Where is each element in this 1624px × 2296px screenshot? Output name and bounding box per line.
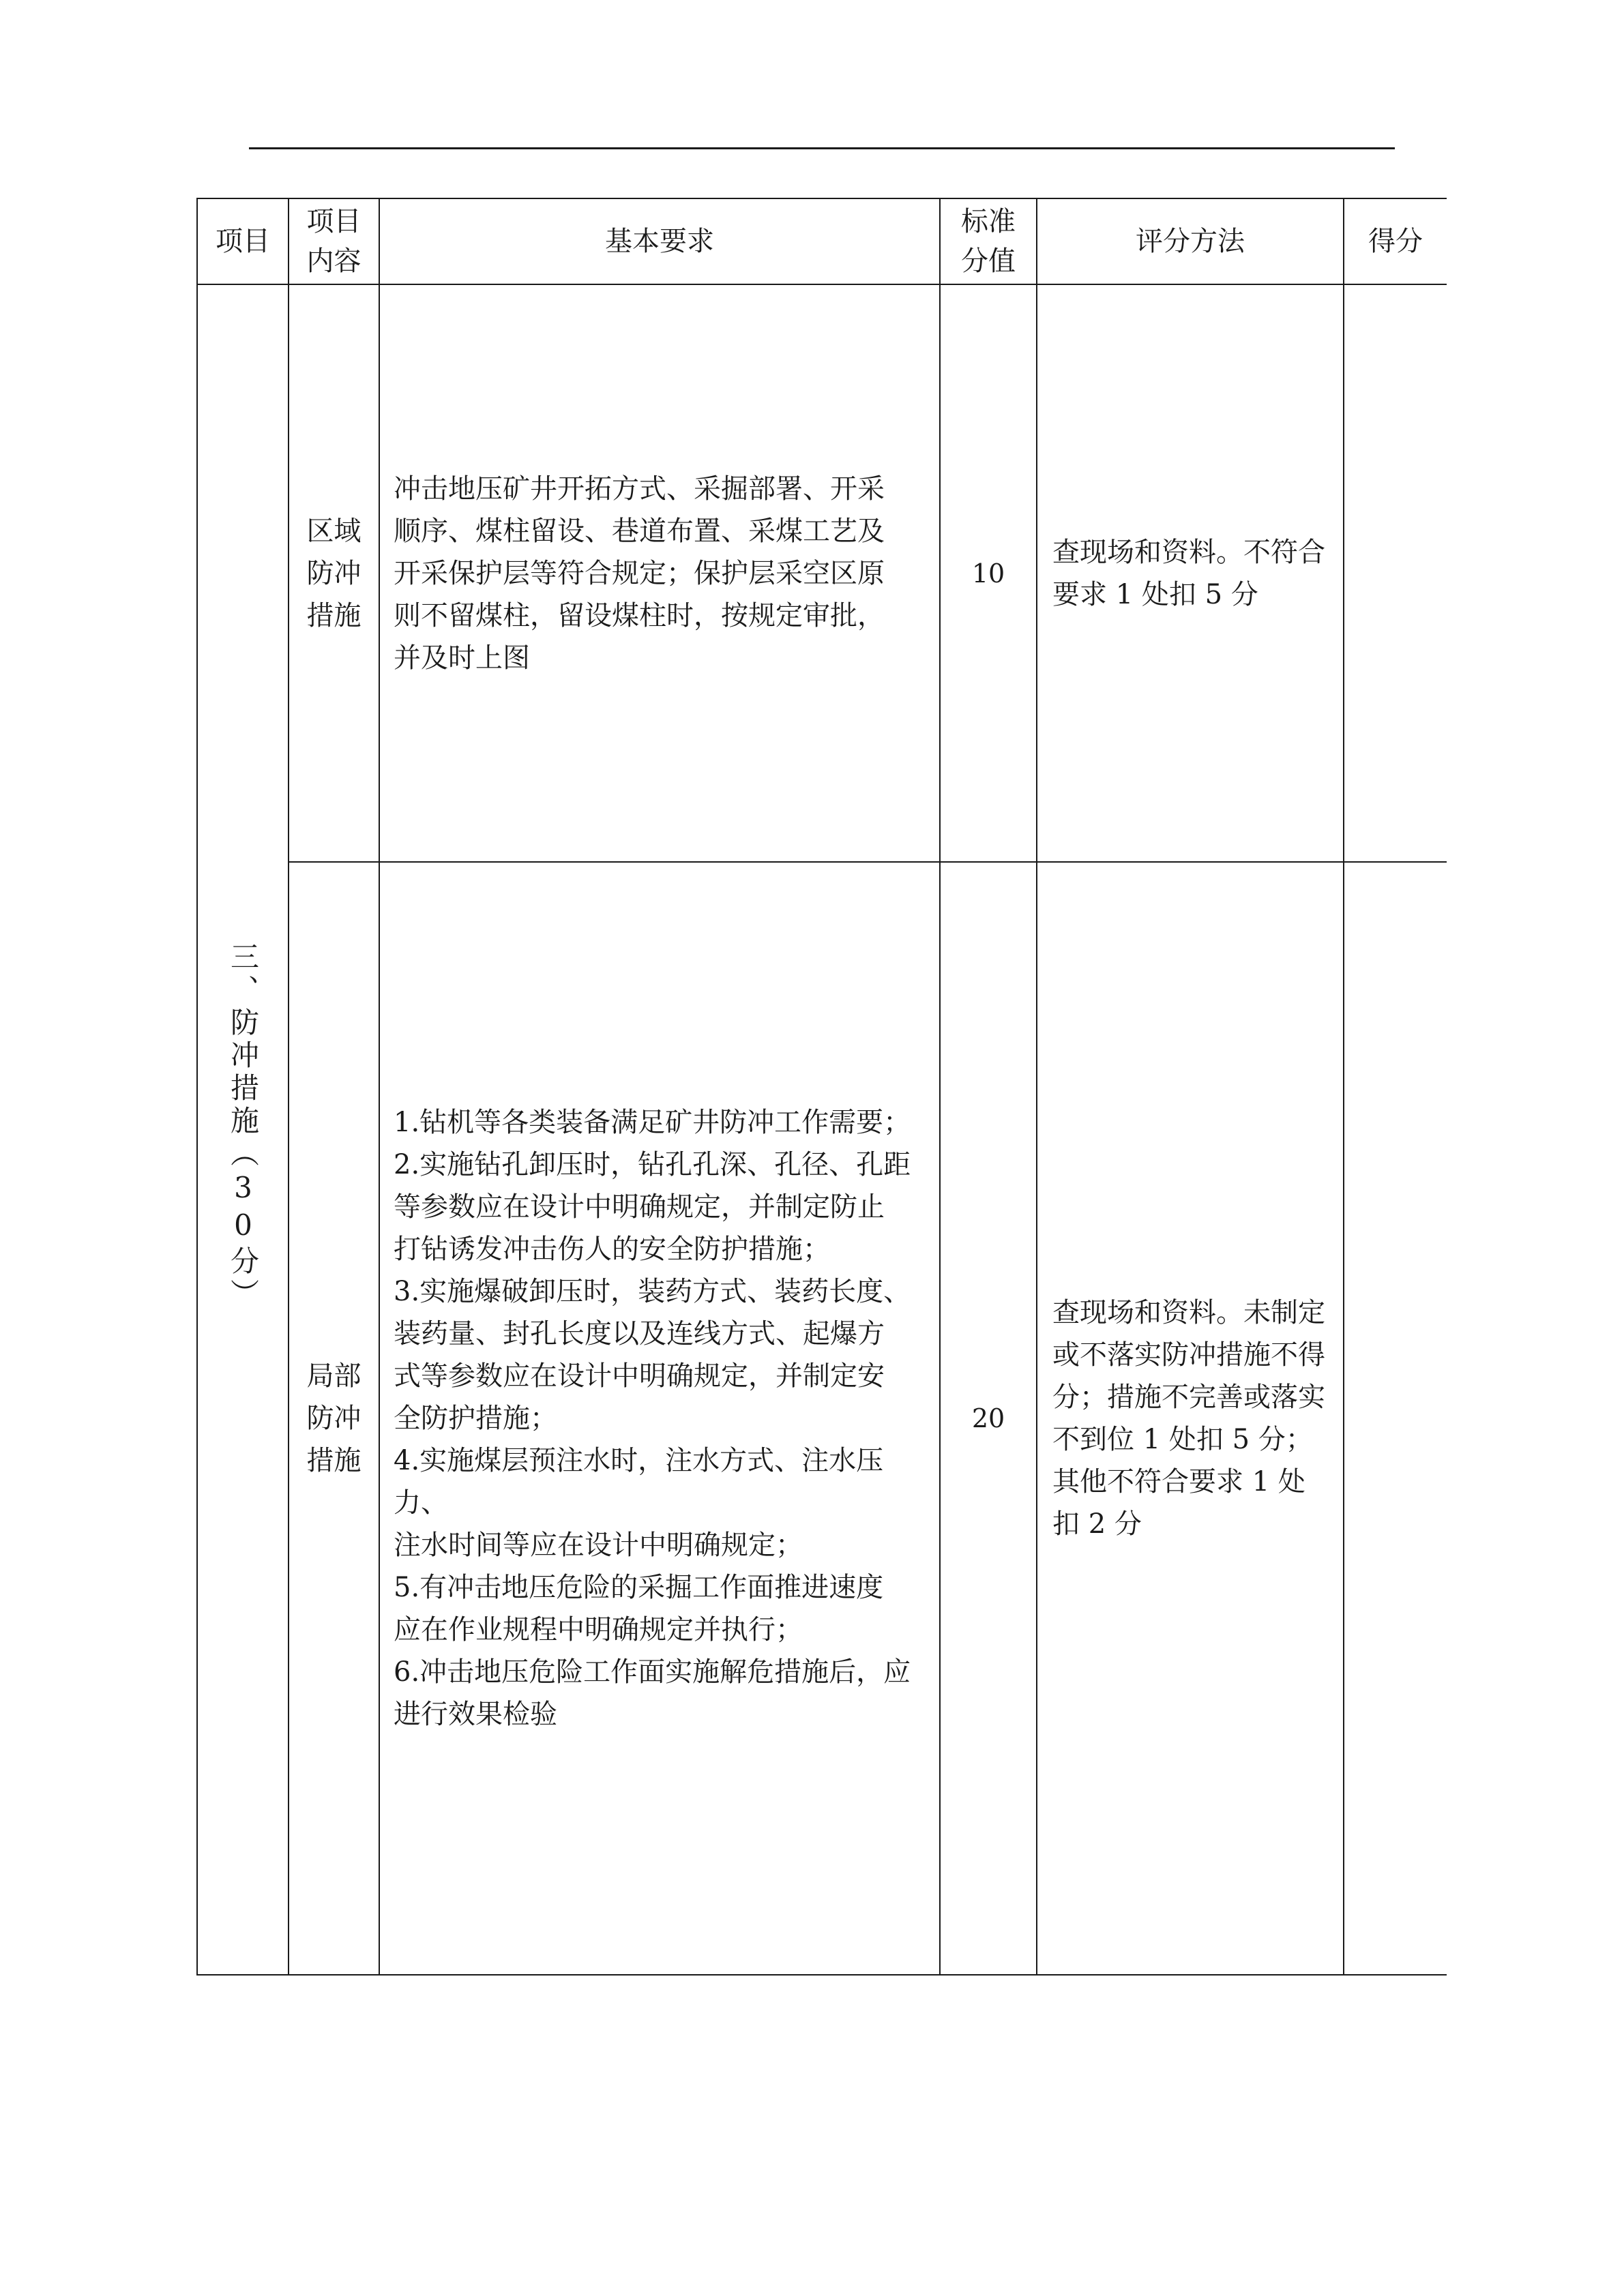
scoring-table — [196, 198, 1447, 1976]
requirement-cell: 1.钻机等各类装备满足矿井防冲工作需要； 2.实施钻孔卸压时，钻孔孔深、孔径、孔距 等参数应在设计中明确规定，并制定防止 打钻诱发冲击伤人的安全防护措施； 3.实施爆破卸压时，装药方式、装药长度、 装药量、封孔长度以及连线方式、起爆方 式等参数应在设计中明确规定，并制定安 全防护措施； 4.实施煤层预注水时，注水方式、注水压力、 注水时间等应在设计中明确规定； 5.有冲击地压危险的采掘工作面推进速度 应在作业规程中明确规定并执行； 6.冲击地压危险工作面实施解危措施后，应 进行效果检验 — [379, 862, 940, 1975]
header-standard: 标准分值 — [940, 198, 1037, 284]
method-cell: 查现场和资料。不符合要求 1 处扣 5 分 — [1037, 284, 1344, 862]
category-label: 三、防冲措施（30分） — [226, 941, 260, 1311]
standard-value: 10 — [940, 284, 1037, 862]
score-cell — [1344, 862, 1447, 1975]
table-row — [197, 284, 1447, 862]
header-content: 项目内容 — [289, 198, 379, 284]
header-method: 评分方法 — [1037, 198, 1344, 284]
header-item: 项目 — [197, 198, 289, 284]
header-row — [197, 198, 1447, 284]
content-cell: 区域防冲措施 — [289, 284, 379, 862]
requirement-cell: 冲击地压矿井开拓方式、采掘部署、开采 顺序、煤柱留设、巷道布置、采煤工艺及 开采保护层等符合规定；保护层采空区原 则不留煤柱，留设煤柱时，按规定审批， 并及时上图 — [379, 284, 940, 862]
header-score: 得分 — [1344, 198, 1447, 284]
method-cell: 查现场和资料。未制定或不落实防冲措施不得分；措施不完善或落实不到位 1 处扣 5 分；其他不符合要求 1 处扣 2 分 — [1037, 862, 1344, 1975]
standard-value: 20 — [940, 862, 1037, 1975]
header-requirement: 基本要求 — [379, 198, 940, 284]
content-cell: 局部防冲措施 — [289, 862, 379, 1975]
category-cell — [197, 284, 289, 1975]
table-row — [197, 862, 1447, 1975]
score-cell — [1344, 284, 1447, 862]
page-header-rule — [249, 147, 1395, 149]
